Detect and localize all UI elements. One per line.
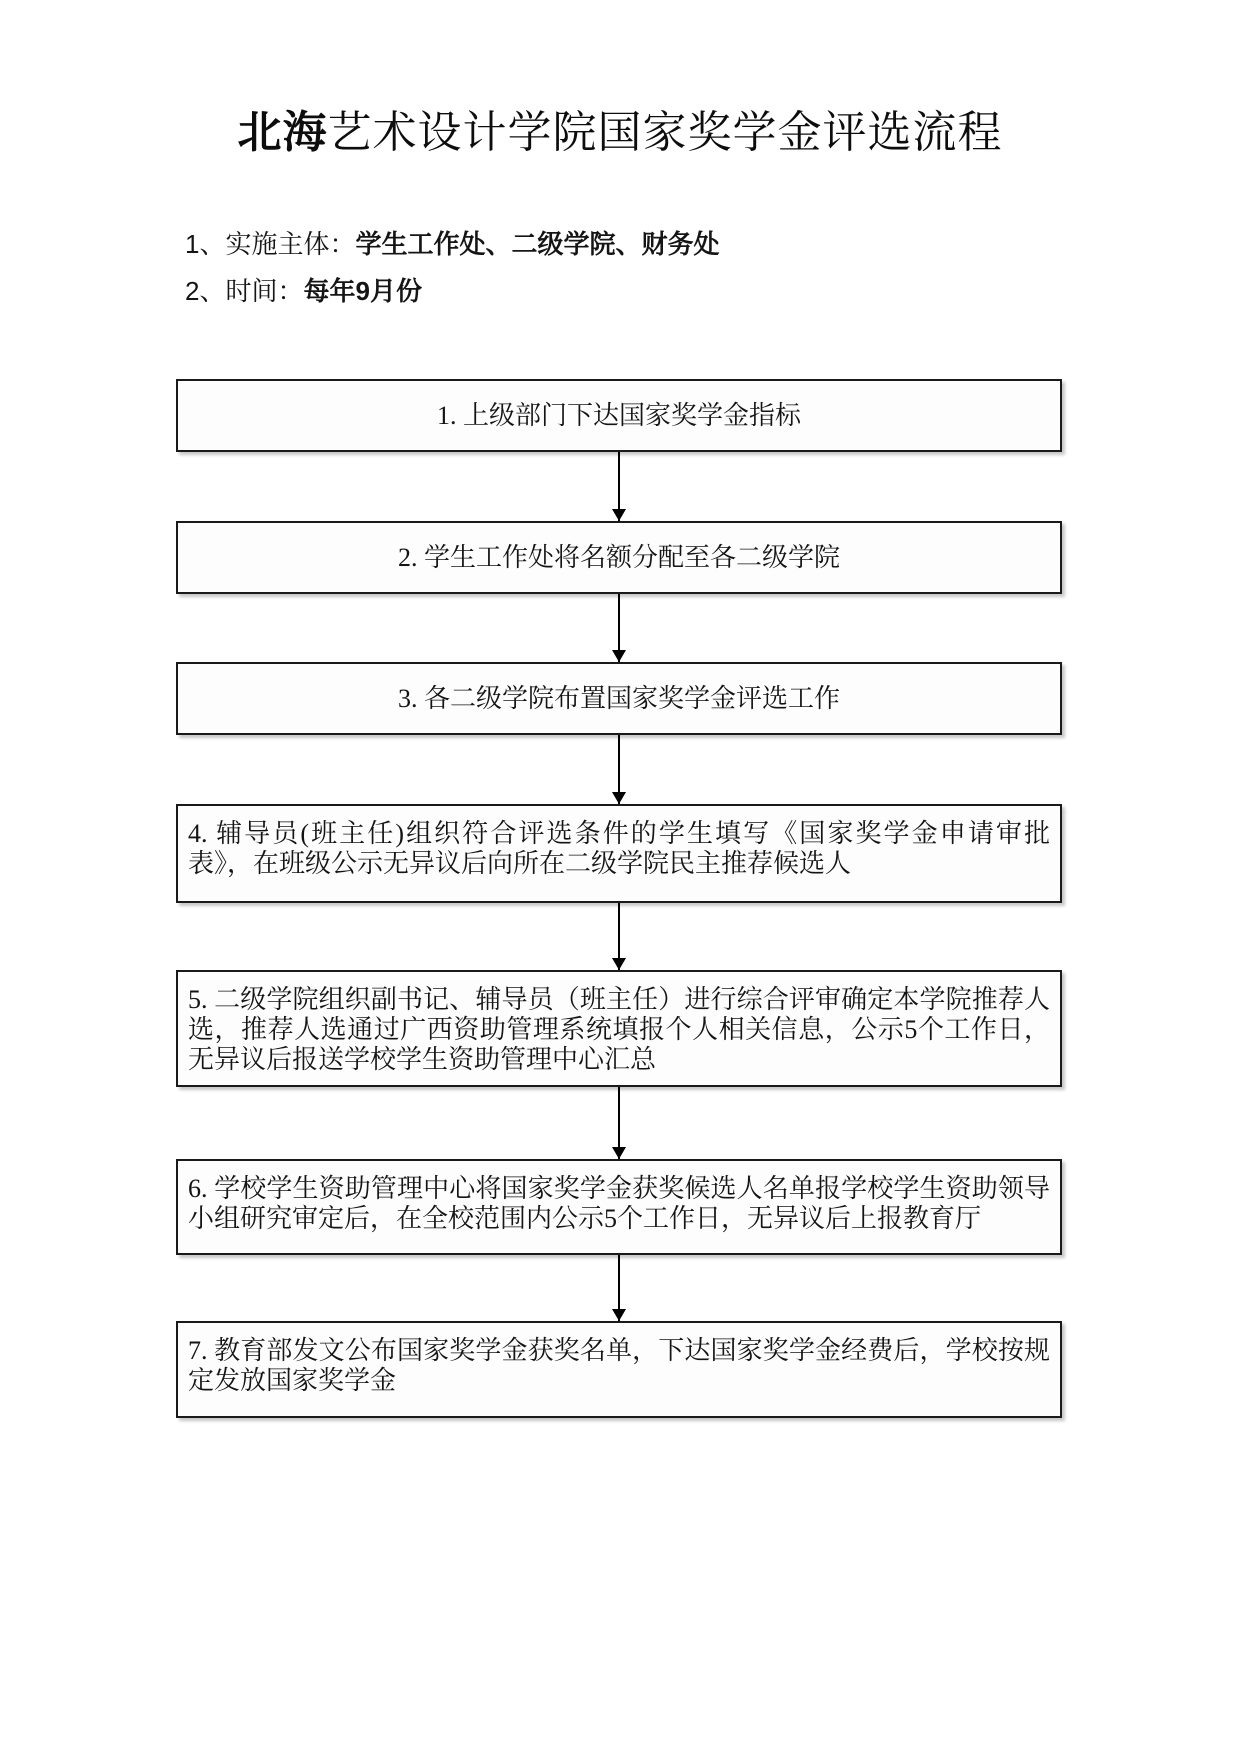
flow-step-7: 7. 教育部发文公布国家奖学金获奖名单，下达国家奖学金经费后，学校按规定发放国家奖学金 xyxy=(176,1321,1062,1418)
page-title xyxy=(0,104,1240,162)
arrow-down-icon xyxy=(612,958,626,970)
intro-label: 时间： xyxy=(225,276,304,306)
intro-number: 1、 xyxy=(185,229,226,259)
intro-number: 2、 xyxy=(185,276,226,306)
intro-label: 实施主体： xyxy=(225,229,356,259)
flow-arrow-2 xyxy=(618,594,620,662)
flow-arrow-6 xyxy=(618,1255,620,1321)
page-title-emphasis: 北海 xyxy=(237,108,328,157)
flow-step-5: 5. 二级学院组织副书记、辅导员（班主任）进行综合评审确定本学院推荐人选，推荐人选通过广西资助管理系统填报个人相关信息，公示5个工作日，无异议后报送学校学生资助管理中心汇总 xyxy=(176,970,1062,1087)
arrow-down-icon xyxy=(612,792,626,804)
page-title-rest: 艺术设计学院国家奖学金评选流程 xyxy=(327,108,1003,157)
flow-arrow-1 xyxy=(618,452,620,521)
flow-step-1: 1. 上级部门下达国家奖学金指标 xyxy=(176,379,1062,452)
flow-step-2: 2. 学生工作处将名额分配至各二级学院 xyxy=(176,521,1062,594)
flow-step-3: 3. 各二级学院布置国家奖学金评选工作 xyxy=(176,662,1062,735)
intro-line-time xyxy=(185,273,422,309)
flow-arrow-5 xyxy=(618,1087,620,1159)
flow-arrow-4 xyxy=(618,903,620,970)
flow-step-4: 4. 辅导员(班主任)组织符合评选条件的学生填写《国家奖学金申请审批表》，在班级公示无异议后向所在二级学院民主推荐候选人 xyxy=(176,804,1062,903)
flow-arrow-3 xyxy=(618,735,620,804)
arrow-down-icon xyxy=(612,1309,626,1321)
arrow-down-icon xyxy=(612,650,626,662)
flow-step-6: 6. 学校学生资助管理中心将国家奖学金获奖候选人名单报学校学生资助领导小组研究审定后，在全校范围内公示5个工作日，无异议后上报教育厅 xyxy=(176,1159,1062,1255)
intro-value: 学生工作处、二级学院、财务处 xyxy=(355,229,720,259)
intro-line-implementers xyxy=(185,226,720,262)
arrow-down-icon xyxy=(612,1147,626,1159)
intro-value: 每年9月份 xyxy=(303,276,422,306)
arrow-down-icon xyxy=(612,509,626,521)
